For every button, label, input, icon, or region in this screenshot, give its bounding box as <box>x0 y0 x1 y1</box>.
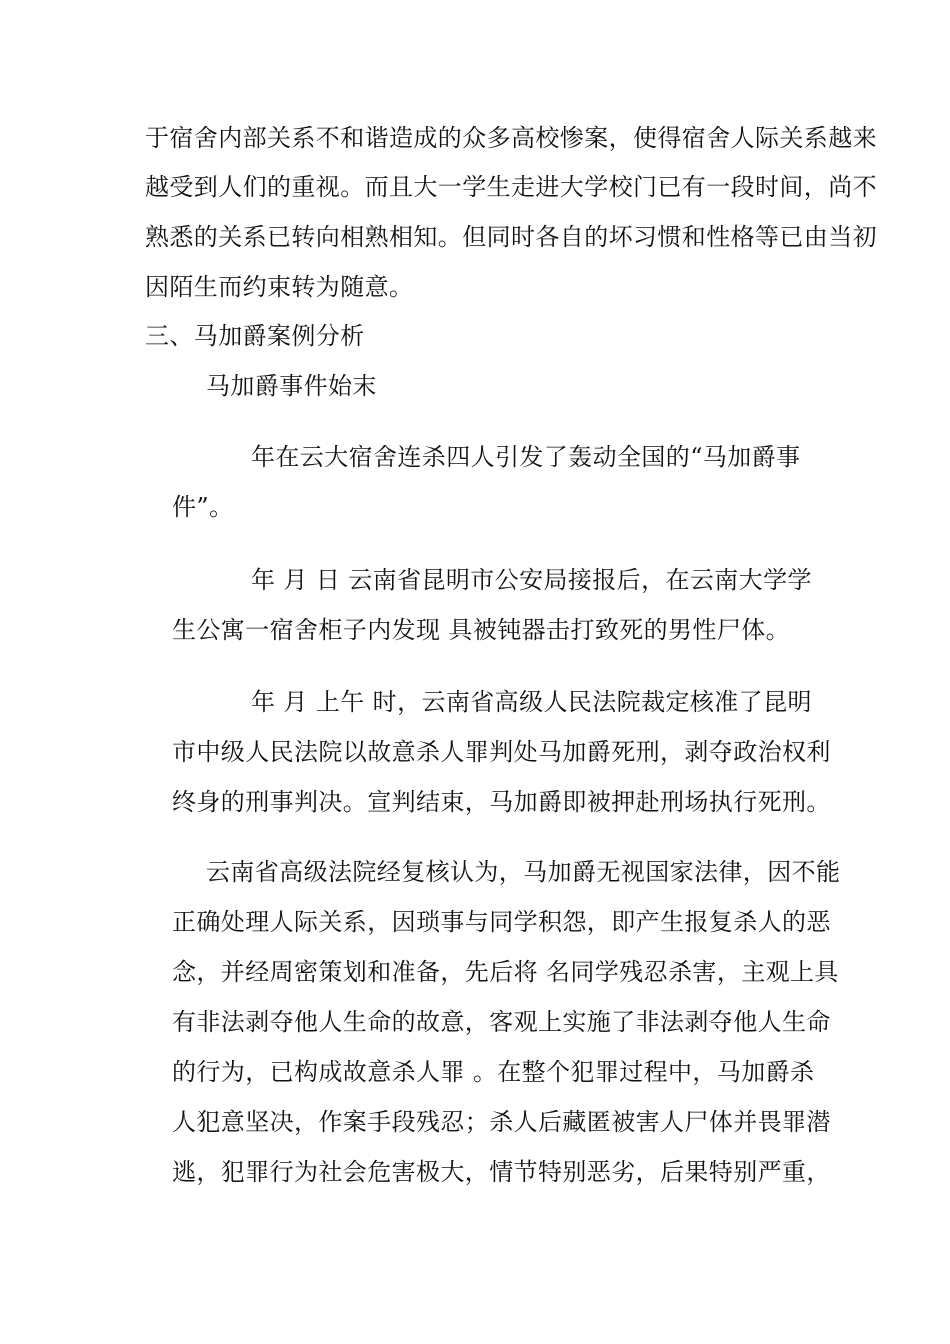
intro-line-1: 于宿舍内部关系不和谐造成的众多高校惨案，使得宿舍人际关系越来 <box>145 124 877 152</box>
event-2-line-1: 年 月 日 云南省昆明市公安局接报后，在云南大学学 <box>251 566 812 594</box>
intro-line-3: 熟悉的关系已转向相熟相知。但同时各自的坏习惯和性格等已由当初 <box>145 223 877 251</box>
court-line-5: 的行为，已构成故意杀人罪 。在整个犯罪过程中，马加爵杀 <box>172 1058 815 1086</box>
court-line-1: 云南省高级法院经复核认为，马加爵无视国家法律，因不能 <box>206 858 841 886</box>
intro-line-2: 越受到人们的重视。而且大一学生走进大学校门已有一段时间，尚不 <box>145 173 877 201</box>
intro-line-4: 因陌生而约束转为随意。 <box>145 273 414 301</box>
event-1-line-1: 年在云大宿舍连杀四人引发了轰动全国的“马加爵事 <box>251 443 801 471</box>
event-2-line-2: 生公寓一宿舍柜子内发现 具被钝器击打致死的男性尸体。 <box>172 616 791 644</box>
section-heading: 三、马加爵案例分析 <box>145 322 365 350</box>
court-line-7: 逃，犯罪行为社会危害极大，情节特别恶劣，后果特别严重， <box>172 1158 831 1186</box>
event-3-line-2: 市中级人民法院以故意杀人罪判处马加爵死刑，剥夺政治权利 <box>172 738 831 766</box>
subheading: 马加爵事件始末 <box>206 372 377 400</box>
court-line-2: 正确处理人际关系，因琐事与同学积怨，即产生报复杀人的恶 <box>172 908 831 936</box>
event-3-line-3: 终身的刑事判决。宣判结束，马加爵即被押赴刑场执行死刑。 <box>172 788 831 816</box>
court-line-6: 人犯意坚决，作案手段残忍；杀人后藏匿被害人尸体并畏罪潜 <box>172 1108 831 1136</box>
court-line-4: 有非法剥夺他人生命的故意，客观上实施了非法剥夺他人生命 <box>172 1008 831 1036</box>
event-1-line-2: 件”。 <box>172 493 234 521</box>
court-line-3: 念，并经周密策划和准备，先后将 名同学残忍杀害，主观上具 <box>172 958 839 986</box>
event-3-line-1: 年 月 上午 时，云南省高级人民法院裁定核准了昆明 <box>251 688 812 716</box>
